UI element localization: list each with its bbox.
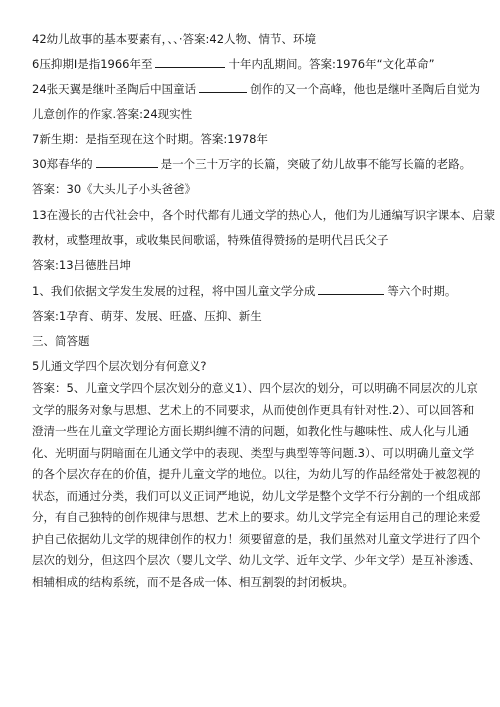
question-13-line2-text: 教材，或整理故事，或收集民间歌谣，特殊值得赞扬的是明代吕氏父子 xyxy=(32,233,389,247)
question-5-text: 5儿通文学四个层次划分有何意义? xyxy=(32,359,207,373)
question-13-answer xyxy=(32,257,484,273)
answer-text: 答案：30《大头儿子小头爸爸》 xyxy=(32,182,197,196)
section-heading xyxy=(32,333,484,349)
question-24-before: 24张天翼是继叶圣陶后中国童话 xyxy=(32,82,197,96)
question-1-before: 1、我们依据文学发生发展的过程，将中国儿童文学分成 xyxy=(32,284,316,298)
fill-blank xyxy=(96,156,158,168)
question-30-after: 是一个三十万字的长篇，突破了幼儿故事不能写长篇的老路。 xyxy=(160,157,472,171)
question-1 xyxy=(32,283,484,299)
question-1-after: 等六个时期。 xyxy=(387,284,457,298)
question-13-line2 xyxy=(32,232,484,248)
question-6-after: 十年内乱期间。答案:1976年“文化革命” xyxy=(228,57,435,71)
question-7-text: 7新生期：是指至现在这个时期。答案:1978年 xyxy=(32,132,268,146)
question-24-after: 创作的又一个高峰，他也是继叶圣陶后自觉为 xyxy=(250,82,481,96)
question-30-answer xyxy=(32,181,484,197)
answer-text: 答案:13吕德胜吕坤 xyxy=(32,258,132,272)
question-42-text: 42幼儿故事的基本要素有，、、·答案:42人物、情节、环境 xyxy=(32,32,317,46)
section-title: 三、简答题 xyxy=(32,334,90,348)
question-6-before: 6压抑期I是指1966年至 xyxy=(32,57,153,71)
question-24-line2 xyxy=(32,106,484,122)
answer-text: 答案:1孕育、萌芽、发展、旺盛、压抑、新生 xyxy=(32,309,262,323)
fill-blank xyxy=(318,283,384,295)
question-1-answer xyxy=(32,308,484,324)
question-5 xyxy=(32,358,484,374)
fill-blank xyxy=(155,56,225,68)
question-5-answer: 答案：5、儿童文学四个层次划分的意义1）、四个层次的划分，可以明确不同层次的儿京文学的服务对象与思想、艺术上的不同要求，从而使创作更具有针对性.2）、可以回答和澄清一些在儿童文学理论方面长期纠缠不清的问题，如教化性与趣味性、成人化与儿通化、光明面与阴暗面在儿通文学中的表现、类型与典型等等问题.3）、可以明确儿童文学的各个层次存在的价值，提升儿童文学的地位。以往，为幼儿写的作品经常处于被忽视的状态，而通过分类，我们可以义正词严地说，幼儿文学是整个文学不行分割的一个组成部分，有自己独特的创作规律与思想、艺术上的要求。幼儿文学完全有运用自己的理论来爱护自己依据幼儿文学的规律创作的权力！须要留意的是，我们虽然对儿童文学进行了四个层次的划分，但这四个层次（婴儿文学、幼儿文学、近年文学、少年文学）是互补渗透、相辅相成的结构系统，而不是各成一体、相互割裂的封闭板块。 xyxy=(32,381,481,589)
question-30 xyxy=(32,156,484,172)
fill-blank xyxy=(199,81,247,93)
question-13-line1: 13在漫长的古代社会中，各个时代都有儿通文学的热心人，他们为儿通编写识字课本、启蒙 xyxy=(32,208,496,222)
question-13 xyxy=(32,207,496,223)
question-24-answer: 儿意创作的作家.答案:24现实性 xyxy=(32,107,193,121)
question-6 xyxy=(32,56,484,72)
question-30-before: 30郑春华的 xyxy=(32,157,93,171)
question-7 xyxy=(32,131,484,147)
question-42 xyxy=(32,31,484,47)
question-24 xyxy=(32,81,484,97)
